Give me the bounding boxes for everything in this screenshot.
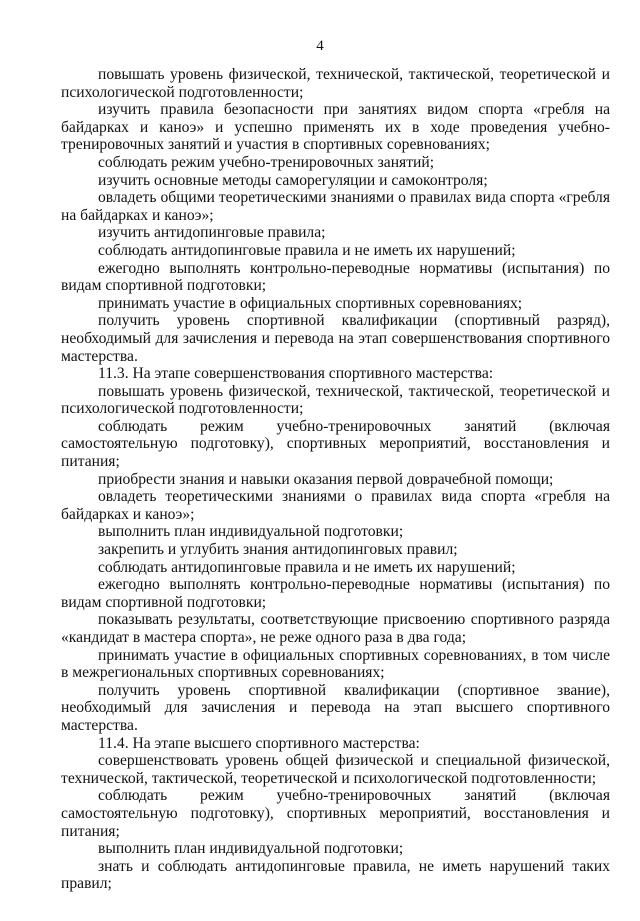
paragraph: закрепить и углубить знания антидопинговых правил;: [98, 541, 458, 559]
paragraph: изучить антидопинговые правила;: [98, 224, 326, 242]
paragraph: знать и соблюдать антидопинговые правила, не иметь нарушений таких правил;: [61, 857, 610, 893]
paragraph: соблюдать режим учебно-тренировочных занятий;: [98, 153, 435, 171]
paragraph: ежегодно выполнять контрольно-переводные нормативы (испытания) по видам спортивной подготовки;: [61, 576, 610, 611]
paragraph: получить уровень спортивной квалификации (спортивное звание), необходимый для зачисления и перевода на этап высшего спортивного мастерства.: [61, 681, 610, 734]
paragraph: приобрести знания и навыки оказания первой доврачебной помощи;: [98, 470, 554, 488]
paragraph: соблюдать режим учебно-тренировочных занятий (включая самостоятельную подготовку), спортивных мероприятий, восстановления и питания;: [61, 417, 610, 471]
paragraph: совершенствовать уровень общей физической и специальной физической, технической, тактической, теоретической и психологической подготовленности;: [61, 752, 610, 787]
paragraph: получить уровень спортивной квалификации (спортивный разряд), необходимый для зачисления и перевода на этап совершенствования спортивного мастерства.: [61, 312, 610, 365]
paragraph: повышать уровень физической, технической, тактической, теоретической и психологической подготовленности;: [61, 382, 610, 418]
paragraph: ежегодно выполнять контрольно-переводные нормативы (испытания) по видам спортивной подготовки;: [61, 259, 610, 295]
page-number: 4: [316, 38, 324, 54]
paragraph: выполнить план индивидуальной подготовки;: [98, 523, 404, 541]
paragraph: показывать результаты, соответствующие присвоению спортивного разряда «кандидат в мастера спорта», не реже одного раза в два года;: [61, 611, 610, 646]
paragraph: принимать участие в официальных спортивных соревнованиях, в том числе в межрегиональных спортивных соревнованиях;: [61, 646, 610, 682]
section-heading-11-4: 11.4. На этапе высшего спортивного мастерства:: [98, 734, 420, 752]
paragraph: овладеть теоретическими знаниями о правилах вида спорта «гребля на байдарках и каноэ»;: [61, 488, 610, 523]
paragraph: выполнить план индивидуальной подготовки;: [98, 840, 404, 858]
document-body: [61, 66, 610, 893]
paragraph: повышать уровень физической, технической, тактической, теоретической и психологической подготовленности;: [61, 66, 610, 101]
paragraph: изучить правила безопасности при занятиях видом спорта «гребля на байдарках и каноэ» и успешно применять их в ходе проведения учебно-тренировочных занятий и участия в спортивных соревнованиях;: [61, 101, 610, 154]
paragraph: овладеть общими теоретическими знаниями о правилах вида спорта «гребля на байдарках и каноэ»;: [61, 189, 610, 224]
paragraph: изучить основные методы саморегуляции и самоконтроля;: [98, 171, 488, 189]
paragraph: соблюдать антидопинговые правила и не иметь их нарушений;: [98, 558, 516, 576]
paragraph: соблюдать режим учебно-тренировочных занятий (включая самостоятельную подготовку), спортивных мероприятий, восстановления и питания;: [61, 787, 610, 840]
paragraph: принимать участие в официальных спортивных соревнованиях;: [98, 294, 523, 312]
section-heading-11-3: 11.3. На этапе совершенствования спортивного мастерства:: [98, 365, 494, 383]
paragraph: соблюдать антидопинговые правила и не иметь их нарушений;: [98, 241, 516, 259]
